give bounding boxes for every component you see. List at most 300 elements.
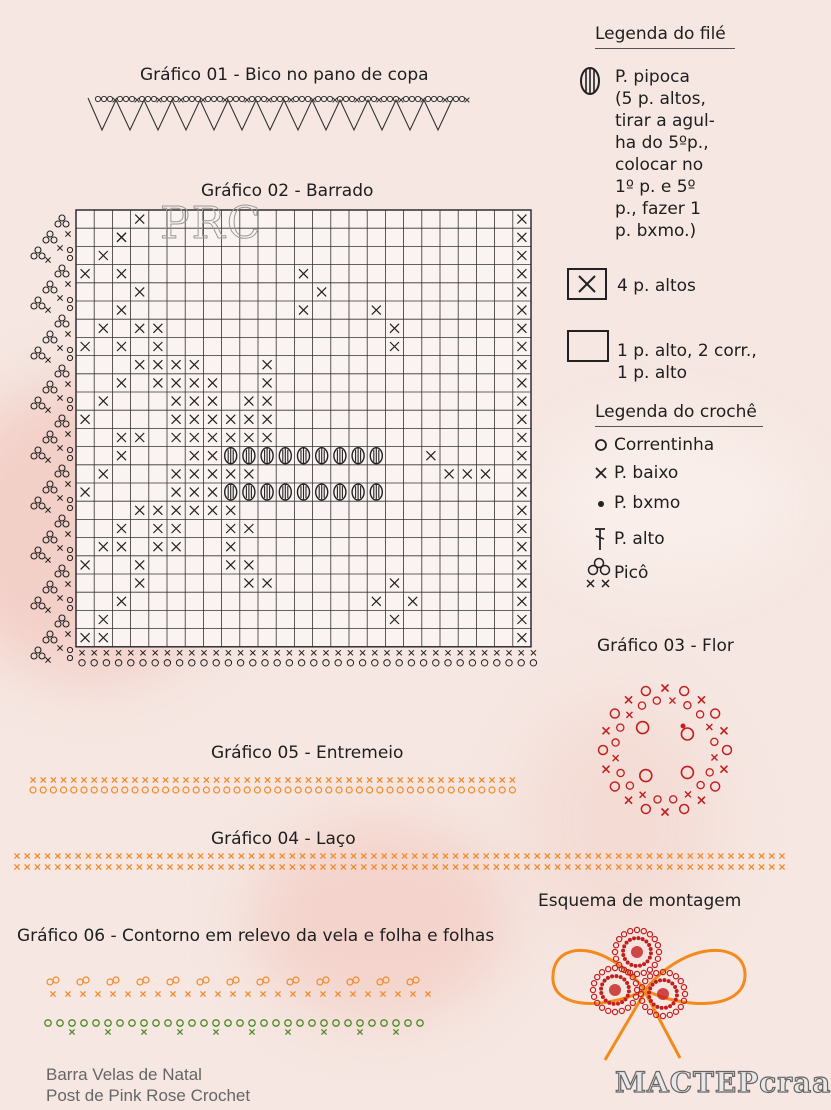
x-stitch bbox=[140, 991, 145, 996]
picot bbox=[31, 397, 45, 409]
picot bbox=[31, 547, 45, 559]
chain-stitch bbox=[67, 397, 72, 402]
chain-stitch bbox=[189, 1020, 195, 1026]
chain-stitch bbox=[132, 787, 138, 793]
chain-stitch bbox=[357, 1020, 363, 1026]
x-stitch bbox=[204, 777, 209, 782]
chain-stitch bbox=[43, 487, 49, 493]
chain-stitch bbox=[225, 660, 231, 666]
chain-stitch bbox=[509, 787, 515, 793]
chain-stitch bbox=[469, 787, 475, 793]
chain-stitch bbox=[653, 697, 660, 704]
x-stitch bbox=[484, 853, 489, 858]
chain-stitch bbox=[438, 787, 444, 793]
chain-stitch bbox=[43, 537, 49, 543]
x-stitch bbox=[287, 650, 292, 655]
picot bbox=[43, 231, 57, 243]
x-stitch bbox=[45, 657, 50, 662]
x-stitch bbox=[65, 864, 70, 869]
x-stitch bbox=[453, 864, 458, 869]
chain-stitch bbox=[189, 96, 194, 101]
chain-stitch bbox=[445, 660, 451, 666]
x-stitch bbox=[106, 864, 111, 869]
chain-stitch bbox=[47, 231, 53, 237]
chain-stitch bbox=[617, 724, 624, 731]
chain-stitch bbox=[67, 497, 72, 502]
x-stitch bbox=[45, 607, 50, 612]
x-stitch bbox=[57, 445, 62, 450]
x-stitch bbox=[80, 991, 85, 996]
x-stitch bbox=[323, 650, 328, 655]
pipoca-stitch bbox=[316, 448, 328, 464]
x-stitch bbox=[239, 853, 244, 858]
chain-stitch bbox=[43, 637, 49, 643]
x-stitch bbox=[173, 777, 178, 782]
legend-pipoca-line: p., fazer 1 bbox=[615, 199, 701, 219]
chain-stitch bbox=[680, 687, 689, 696]
chain-stitch bbox=[51, 637, 57, 643]
x-stitch bbox=[449, 777, 454, 782]
chain-stitch bbox=[349, 96, 354, 101]
chain-stitch bbox=[152, 660, 158, 666]
x-stitch bbox=[92, 777, 97, 782]
x-stitch bbox=[245, 991, 250, 996]
prc-watermark: PRC bbox=[160, 198, 263, 249]
x-stitch bbox=[575, 864, 580, 869]
chain-stitch bbox=[293, 977, 299, 983]
chain-stitch bbox=[129, 1020, 135, 1026]
x-stitch bbox=[347, 777, 352, 782]
x-stitch bbox=[86, 864, 91, 869]
x-stitch bbox=[153, 650, 158, 655]
chain-stitch bbox=[369, 1020, 375, 1026]
chain-stitch bbox=[211, 96, 216, 101]
legend-croche-label: Correntinha bbox=[614, 435, 715, 455]
x-stitch bbox=[367, 777, 372, 782]
chain-stitch bbox=[201, 660, 207, 666]
chain-stitch bbox=[254, 787, 260, 793]
x-stitch bbox=[218, 853, 223, 858]
x-stitch bbox=[245, 98, 250, 103]
legend-croche-label: P. bxmo bbox=[614, 493, 681, 513]
picot bbox=[43, 381, 57, 393]
x-stitch bbox=[473, 853, 478, 858]
chain-stitch bbox=[274, 660, 280, 666]
x-stitch bbox=[348, 650, 353, 655]
chain-stitch bbox=[95, 96, 100, 101]
x-stitch bbox=[586, 853, 591, 858]
x-stitch bbox=[667, 864, 672, 869]
chain-stitch bbox=[93, 1020, 99, 1026]
x-stitch bbox=[112, 777, 117, 782]
chain-stitch bbox=[384, 660, 390, 666]
chain-stitch bbox=[164, 660, 170, 666]
x-stitch bbox=[45, 357, 50, 362]
chain-stitch bbox=[51, 437, 57, 443]
x-stitch bbox=[514, 853, 519, 858]
chain-stitch bbox=[499, 787, 505, 793]
x-stitch bbox=[494, 853, 499, 858]
x-stitch bbox=[494, 864, 499, 869]
chain-stitch bbox=[47, 331, 53, 337]
chain-stitch bbox=[69, 1020, 75, 1026]
x-stitch bbox=[433, 853, 438, 858]
chain-stitch bbox=[425, 96, 430, 101]
x-stitch bbox=[183, 777, 188, 782]
x-stitch bbox=[214, 777, 219, 782]
legend-pipoca-line: colocar no bbox=[615, 155, 704, 175]
chain-stitch bbox=[327, 96, 332, 101]
x-stitch bbox=[412, 853, 417, 858]
x-stitch bbox=[215, 991, 220, 996]
chain-stitch bbox=[63, 471, 69, 477]
x-stitch bbox=[479, 777, 484, 782]
chain-stitch bbox=[152, 787, 158, 793]
x-stitch bbox=[127, 864, 132, 869]
chain-stitch bbox=[407, 979, 413, 985]
picot bbox=[31, 347, 45, 359]
legend-file-heading: Legenda do filé bbox=[595, 24, 735, 49]
x-stitch bbox=[275, 777, 280, 782]
x-stitch bbox=[341, 853, 346, 858]
x-stitch bbox=[387, 777, 392, 782]
x-stitch bbox=[218, 864, 223, 869]
chain-stitch bbox=[383, 977, 389, 983]
chain-stitch bbox=[285, 787, 291, 793]
chain-stitch bbox=[453, 96, 458, 101]
chain-stitch bbox=[55, 521, 61, 527]
x-stitch bbox=[688, 864, 693, 869]
x-stitch bbox=[739, 853, 744, 858]
chain-stitch bbox=[225, 1020, 231, 1026]
chain-stitch bbox=[295, 787, 301, 793]
x-stitch bbox=[188, 853, 193, 858]
x-stitch bbox=[596, 853, 601, 858]
x-stitch bbox=[135, 98, 140, 103]
chain-stitch bbox=[234, 787, 240, 793]
chain-stitch bbox=[107, 96, 112, 101]
chain-stitch bbox=[43, 337, 49, 343]
chart-04-title: Gráfico 04 - Laço bbox=[211, 829, 356, 849]
chain-stitch bbox=[213, 660, 219, 666]
chain-stitch bbox=[35, 547, 41, 553]
x-stitch bbox=[626, 864, 631, 869]
legend-empty-line: 1 p. alto bbox=[617, 363, 688, 383]
chain-stitch bbox=[140, 660, 146, 666]
picot bbox=[43, 581, 57, 593]
x-stitch bbox=[351, 864, 356, 869]
chain-stitch bbox=[31, 653, 37, 659]
chain-stitch bbox=[173, 787, 179, 793]
x-stitch bbox=[25, 853, 30, 858]
x-stitch bbox=[510, 777, 515, 782]
chain-stitch bbox=[45, 1020, 51, 1026]
x-stitch bbox=[163, 777, 168, 782]
pipoca-stitch bbox=[261, 484, 273, 500]
x-stitch bbox=[57, 495, 62, 500]
legend-croche-label: P. baixo bbox=[614, 463, 679, 483]
picot bbox=[31, 247, 45, 259]
chain-stitch bbox=[59, 265, 65, 271]
chain-stitch bbox=[409, 96, 414, 101]
x-stitch bbox=[269, 853, 274, 858]
x-stitch bbox=[443, 853, 448, 858]
chain-stitch bbox=[59, 615, 65, 621]
x-stitch bbox=[412, 864, 417, 869]
x-stitch bbox=[759, 853, 764, 858]
x-stitch bbox=[606, 864, 611, 869]
chain-stitch bbox=[372, 660, 378, 666]
x-stitch bbox=[65, 481, 70, 486]
chain-stitch bbox=[285, 1020, 291, 1026]
chain-stitch bbox=[63, 571, 69, 577]
chain-stitch bbox=[35, 497, 41, 503]
chain-stitch bbox=[481, 660, 487, 666]
x-stitch bbox=[459, 777, 464, 782]
x-stitch bbox=[310, 864, 315, 869]
pipoca-stitch bbox=[370, 484, 382, 500]
chain-stitch bbox=[51, 337, 57, 343]
chain-stitch bbox=[47, 481, 53, 487]
x-stitch bbox=[398, 777, 403, 782]
x-stitch bbox=[469, 777, 474, 782]
pipoca-stitch bbox=[279, 484, 291, 500]
chain-stitch bbox=[479, 787, 485, 793]
chain-stitch bbox=[224, 787, 230, 793]
empty-square-icon bbox=[567, 330, 609, 362]
chain-stitch bbox=[123, 96, 128, 101]
chain-stitch bbox=[113, 977, 119, 983]
chain-stitch bbox=[55, 571, 61, 577]
x-stitch bbox=[320, 864, 325, 869]
chain-stitch bbox=[57, 1020, 63, 1026]
chain-stitch bbox=[59, 415, 65, 421]
x-stitch bbox=[57, 345, 62, 350]
x-stitch bbox=[285, 1029, 290, 1034]
x-stitch bbox=[208, 864, 213, 869]
x-stitch bbox=[65, 631, 70, 636]
chain-stitch bbox=[417, 1020, 423, 1026]
x-stitch bbox=[677, 864, 682, 869]
x-stitch bbox=[779, 853, 784, 858]
x-stitch bbox=[51, 777, 56, 782]
pipoca-stitch bbox=[298, 448, 310, 464]
chain-stitch bbox=[35, 297, 41, 303]
x-stitch bbox=[55, 853, 60, 858]
chain-stitch bbox=[640, 770, 652, 782]
chain-stitch bbox=[122, 787, 128, 793]
x-stitch bbox=[489, 777, 494, 782]
x-stitch bbox=[637, 864, 642, 869]
x-stitch bbox=[147, 864, 152, 869]
chart-05-diagram bbox=[28, 774, 518, 796]
chain-stitch bbox=[273, 1020, 279, 1026]
x-stitch bbox=[57, 545, 62, 550]
x-stitch bbox=[157, 853, 162, 858]
x-stitch bbox=[300, 864, 305, 869]
x-stitch bbox=[201, 650, 206, 655]
x-stitch bbox=[326, 777, 331, 782]
x-stitch bbox=[45, 457, 50, 462]
chain-stitch bbox=[711, 738, 718, 745]
chain-stitch bbox=[51, 287, 57, 293]
x-stitch bbox=[57, 395, 62, 400]
x-stitch bbox=[259, 853, 264, 858]
chain-stitch bbox=[31, 553, 37, 559]
x-stitch bbox=[494, 650, 499, 655]
chain-stitch bbox=[55, 371, 61, 377]
bow-loop-left bbox=[553, 950, 645, 1003]
chart-04-diagram bbox=[12, 850, 788, 874]
picot bbox=[43, 531, 57, 543]
x-stitch bbox=[157, 98, 162, 103]
chain-stitch bbox=[405, 1020, 411, 1026]
x-stitch bbox=[214, 650, 219, 655]
x-stitch bbox=[667, 853, 672, 858]
x-stitch bbox=[662, 809, 669, 816]
legend-empty-line: 1 p. alto, 2 corr., bbox=[617, 341, 757, 361]
chain-stitch bbox=[469, 660, 475, 666]
chain-stitch bbox=[55, 271, 61, 277]
chain-stitch bbox=[51, 387, 57, 393]
chain-stitch bbox=[670, 796, 677, 803]
chain-stitch bbox=[63, 521, 69, 527]
legend-pipoca-line: 1º p. e 5º bbox=[615, 177, 696, 197]
chain-stitch bbox=[261, 96, 266, 101]
chain-stitch bbox=[286, 660, 292, 666]
chain-stitch bbox=[51, 587, 57, 593]
chain-stitch bbox=[63, 221, 69, 227]
x-stitch bbox=[336, 777, 341, 782]
x-stitch bbox=[706, 724, 712, 730]
pipoca-stitch bbox=[370, 448, 382, 464]
x-stitch bbox=[65, 431, 70, 436]
x-stitch bbox=[45, 853, 50, 858]
chain-stitch bbox=[151, 96, 156, 101]
montagem-title: Esquema de montagem bbox=[538, 891, 742, 911]
chain-stitch bbox=[415, 96, 420, 101]
chain-stitch bbox=[30, 787, 36, 793]
x-stitch bbox=[355, 98, 360, 103]
x-stitch bbox=[335, 991, 340, 996]
picot bbox=[43, 281, 57, 293]
chain-stitch bbox=[381, 1020, 387, 1026]
chain-stitch bbox=[39, 403, 45, 409]
chain-stitch bbox=[177, 1020, 183, 1026]
x-stitch bbox=[410, 991, 415, 996]
chain-stitch bbox=[31, 453, 37, 459]
chain-stitch bbox=[55, 421, 61, 427]
chain-stitch bbox=[189, 660, 195, 666]
x-stitch bbox=[409, 650, 414, 655]
chain-stitch bbox=[117, 1020, 123, 1026]
x-stitch bbox=[50, 991, 55, 996]
x-stitch bbox=[779, 864, 784, 869]
x-stitch bbox=[749, 853, 754, 858]
x-stitch bbox=[41, 777, 46, 782]
x-stitch bbox=[45, 407, 50, 412]
x-stitch bbox=[711, 754, 717, 760]
legend-filled-label: 4 p. altos bbox=[617, 276, 696, 296]
chain-stitch bbox=[141, 1020, 147, 1026]
chain-stitch bbox=[323, 977, 329, 983]
chain-stitch bbox=[321, 1020, 327, 1026]
x-stitch bbox=[179, 98, 184, 103]
chain-stitch bbox=[326, 787, 332, 793]
x-stitch bbox=[718, 864, 723, 869]
chain-stitch bbox=[489, 787, 495, 793]
x-stitch bbox=[372, 650, 377, 655]
chain-stitch bbox=[59, 215, 65, 221]
x-stitch bbox=[603, 766, 610, 773]
x-stitch bbox=[418, 777, 423, 782]
chart-01-diagram bbox=[88, 92, 468, 134]
x-stitch bbox=[153, 777, 158, 782]
pipoca-stitch bbox=[316, 484, 328, 500]
x-stitch bbox=[45, 257, 50, 262]
x-stitch bbox=[230, 991, 235, 996]
chain-stitch bbox=[81, 787, 87, 793]
chain-stitch bbox=[39, 503, 45, 509]
legend-pipoca-line: p. bxmo.) bbox=[615, 221, 697, 241]
x-stitch bbox=[395, 991, 400, 996]
x-stitch bbox=[14, 864, 19, 869]
chain-stitch bbox=[321, 96, 326, 101]
x-stitch bbox=[300, 853, 305, 858]
legend-pipoca-line: ha do 5ºp., bbox=[615, 133, 709, 153]
chain-stitch bbox=[407, 787, 413, 793]
chain-stitch bbox=[67, 547, 72, 552]
picot bbox=[31, 497, 45, 509]
chart-02-title: Gráfico 02 - Barrado bbox=[201, 181, 374, 201]
chain-stitch bbox=[55, 321, 61, 327]
chain-stitch bbox=[47, 431, 53, 437]
chain-stitch bbox=[31, 603, 37, 609]
chain-stitch bbox=[681, 728, 693, 740]
chart-02-diagram bbox=[20, 190, 530, 690]
chain-stitch bbox=[684, 702, 691, 709]
x-stitch bbox=[249, 864, 254, 869]
x-stitch bbox=[55, 864, 60, 869]
x-stitch bbox=[104, 650, 109, 655]
chain-stitch bbox=[59, 565, 65, 571]
x-stitch bbox=[65, 581, 70, 586]
chain-stitch bbox=[316, 787, 322, 793]
x-stitch bbox=[357, 777, 362, 782]
picot bbox=[55, 565, 69, 577]
x-stitch bbox=[188, 864, 193, 869]
x-stitch bbox=[208, 853, 213, 858]
chain-stitch bbox=[67, 347, 72, 352]
x-stitch bbox=[626, 853, 631, 858]
chain-stitch bbox=[237, 1020, 243, 1026]
x-stitch bbox=[555, 864, 560, 869]
picot-icon bbox=[584, 556, 614, 590]
chain-stitch bbox=[305, 96, 310, 101]
chain-stitch bbox=[377, 979, 383, 985]
x-stitch bbox=[200, 991, 205, 996]
x-stitch bbox=[229, 853, 234, 858]
chain-stitch bbox=[47, 531, 53, 537]
picot bbox=[43, 431, 57, 443]
x-stitch bbox=[170, 991, 175, 996]
x-stitch bbox=[265, 777, 270, 782]
x-stitch bbox=[76, 853, 81, 858]
x-stitch bbox=[616, 853, 621, 858]
chain-stitch bbox=[61, 787, 67, 793]
pipoca-stitch bbox=[243, 484, 255, 500]
x-stitch bbox=[249, 853, 254, 858]
